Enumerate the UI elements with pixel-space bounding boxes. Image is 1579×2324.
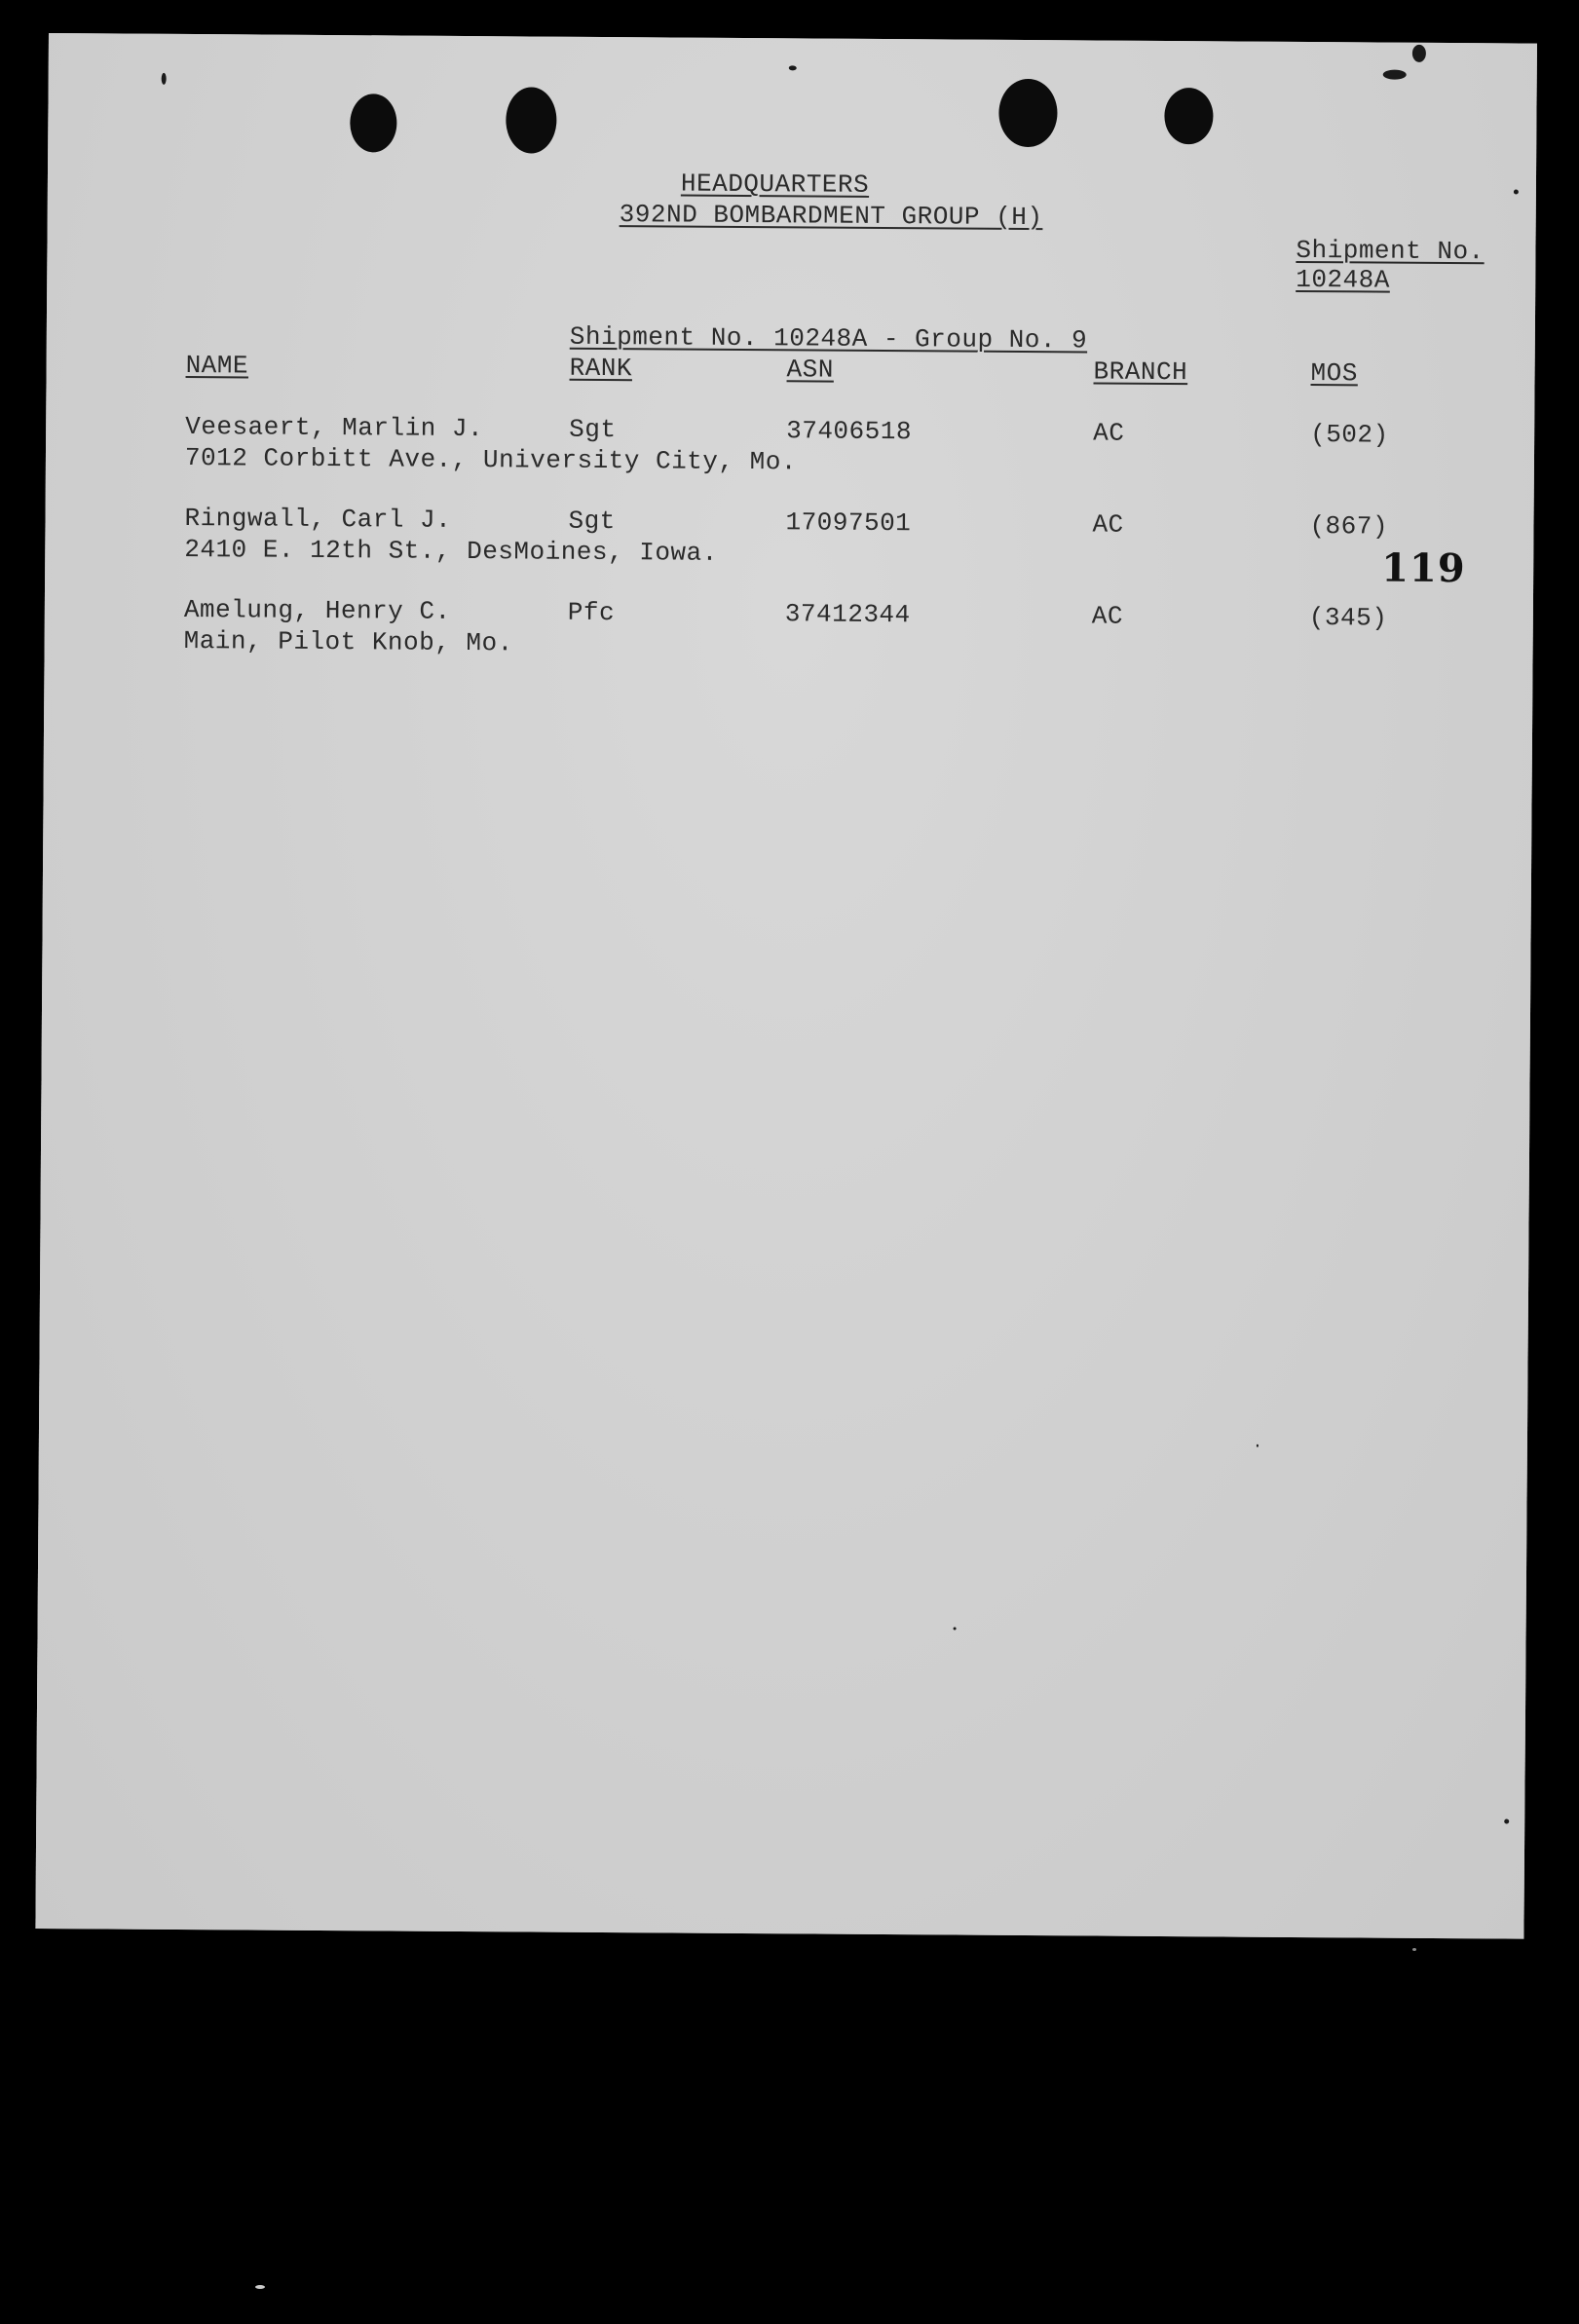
row-1-mos: (502) [1310, 420, 1389, 450]
speck [1412, 45, 1426, 62]
speck [789, 65, 797, 70]
row-3-name: Amelung, Henry C. [183, 594, 451, 626]
row-3-address: Main, Pilot Knob, Mo. [183, 625, 513, 658]
speck [954, 1628, 957, 1631]
corner-ref-line-2: 10248A [1296, 264, 1390, 295]
punch-hole-4 [1164, 88, 1213, 144]
speck [1412, 1948, 1416, 1951]
column-header-name: NAME [185, 350, 249, 381]
row-2-name: Ringwall, Carl J. [184, 503, 452, 535]
row-2-rank: Sgt [568, 506, 616, 537]
speck [1257, 1444, 1259, 1447]
shipment-subtitle: Shipment No. 10248A - Group No. 9 [569, 321, 1088, 356]
row-3-rank: Pfc [567, 597, 616, 628]
column-header-branch: BRANCH [1093, 356, 1188, 388]
document-page [35, 33, 1537, 1939]
row-3-asn: 37412344 [784, 599, 911, 630]
row-1-rank: Sgt [569, 414, 617, 445]
header-line-2: 392ND BOMBARDMENT GROUP (H) [619, 200, 1043, 233]
column-header-rank: RANK [569, 353, 633, 384]
row-2-mos: (867) [1309, 511, 1389, 542]
speck [162, 73, 167, 85]
column-header-asn: ASN [786, 355, 835, 385]
punch-hole-2 [506, 87, 556, 153]
punch-hole-3 [998, 79, 1057, 147]
column-header-mos: MOS [1310, 358, 1359, 389]
page-number-stamp: 119 [1381, 544, 1466, 592]
header-line-1: HEADQUARTERS [680, 169, 870, 200]
row-1-name: Veesaert, Marlin J. [185, 411, 484, 444]
speck [255, 2285, 265, 2289]
corner-ref-line-1: Shipment No. [1296, 235, 1485, 267]
row-2-asn: 17097501 [785, 507, 912, 539]
speck [1514, 190, 1519, 195]
speck [1383, 70, 1407, 80]
row-3-mos: (345) [1308, 603, 1388, 633]
speck [1504, 1818, 1509, 1823]
row-1-asn: 37406518 [786, 416, 913, 447]
row-3-branch: AC [1091, 601, 1124, 631]
punch-hole-1 [350, 94, 396, 152]
row-1-branch: AC [1093, 418, 1125, 448]
row-2-address: 2410 E. 12th St., DesMoines, Iowa. [184, 534, 718, 568]
row-2-branch: AC [1092, 509, 1124, 540]
row-1-address: 7012 Corbitt Ave., University City, Mo. [184, 442, 798, 477]
